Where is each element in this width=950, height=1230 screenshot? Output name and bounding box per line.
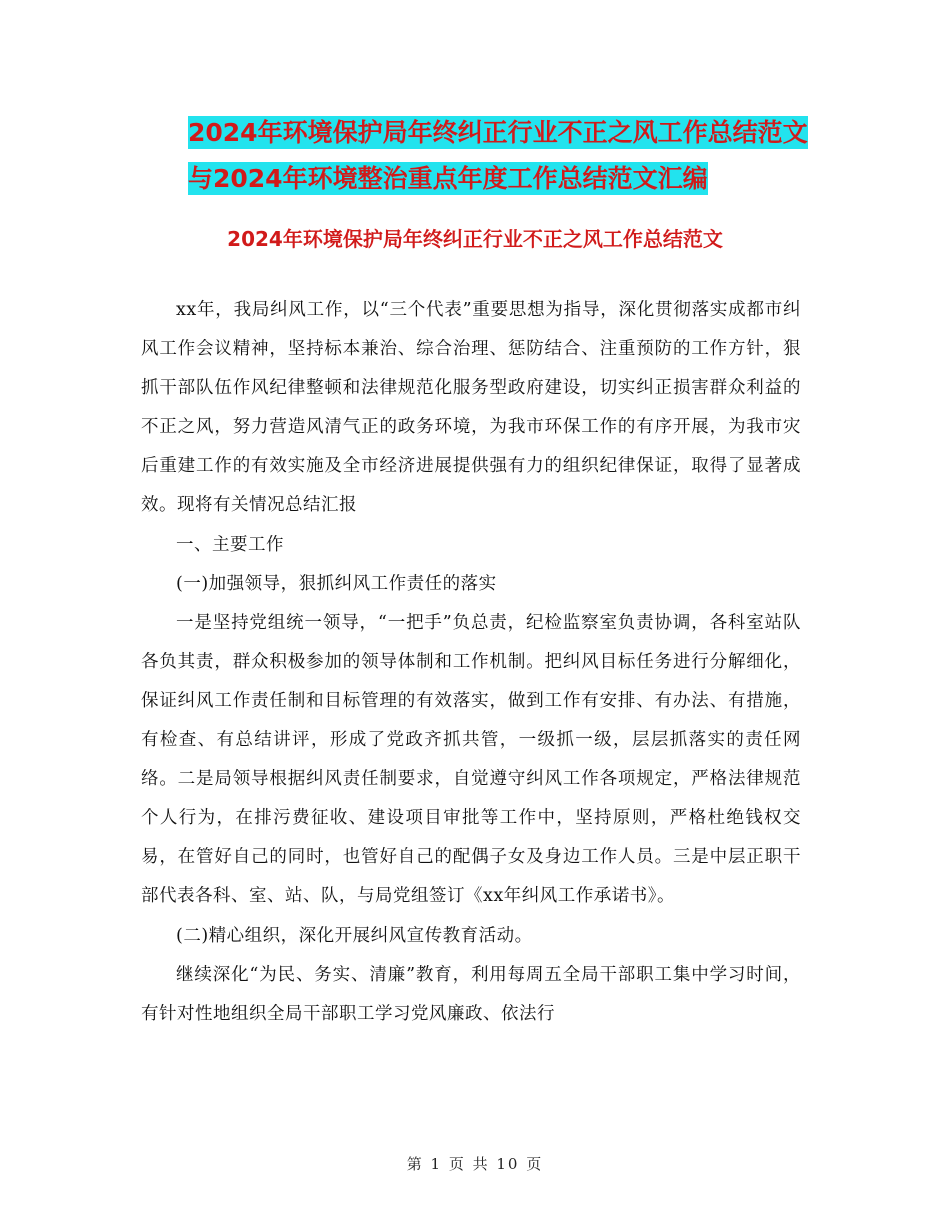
subheading-leadership: (一)加强领导，狠抓纠风工作责任的落实 [176, 573, 497, 594]
paragraph-intro: xx年，我局纠风工作，以“三个代表”重要思想为指导，深化贯彻落实成都市纠风工作会议精神，坚持标本兼治、综合治理、惩防结合、注重预防的工作方针，狠抓干部队伍作风纪律整顿和法律规范化服务型政府建设，切实纠正损害群众利益的不正之风，努力营造风清气正的政务环境，为我市环保工作的有序开展，为我市灾后重建工作的有效实施及全市经济进展提供强有力的组织纪律保证，取得了显著成效。现将有关情况总结汇报 [141, 300, 801, 516]
paragraph-leadership: 一是坚持党组统一领导，“一把手”负总责，纪检监察室负责协调，各科室站队各负其责，群众积极参加的领导体制和工作机制。把纠风目标任务进行分解细化，保证纠风工作责任制和目标管理的有效落实，做到工作有安排、有办法、有措施，有检查、有总结讲评，形成了党政齐抓共管，一级抓一级，层层抓落实的责任网络。二是局领导根据纠风责任制要求，自觉遵守纠风工作各项规定，严格法律规范个人行为，在排污费征收、建设项目审批等工作中，坚持原则，严格杜绝钱权交易，在管好自己的同时，也管好自己的配偶子女及身边工作人员。三是中层正职干部代表各科、室、站、队，与局党组签订《xx年纠风工作承诺书》。 [141, 612, 801, 907]
page-footer: 第 1 页 共 10 页 [406, 1155, 544, 1173]
document-body [141, 291, 801, 1034]
document-title [188, 110, 808, 202]
section-title: 2024年环境保护局年终纠正行业不正之风工作总结范文 [227, 227, 723, 251]
document-title-text: 2024年环境保护局年终纠正行业不正之风工作总结范文与2024年环境整治重点年度工作总结范文汇编 [188, 118, 808, 193]
heading-main-work: 一、主要工作 [176, 534, 284, 555]
paragraph-education: 继续深化“为民、务实、清廉”教育，利用每周五全局干部职工集中学习时间，有针对性地组织全局干部职工学习党风廉政、依法行 [141, 964, 801, 1024]
subheading-education: (二)精心组织，深化开展纠风宣传教育活动。 [176, 925, 533, 946]
